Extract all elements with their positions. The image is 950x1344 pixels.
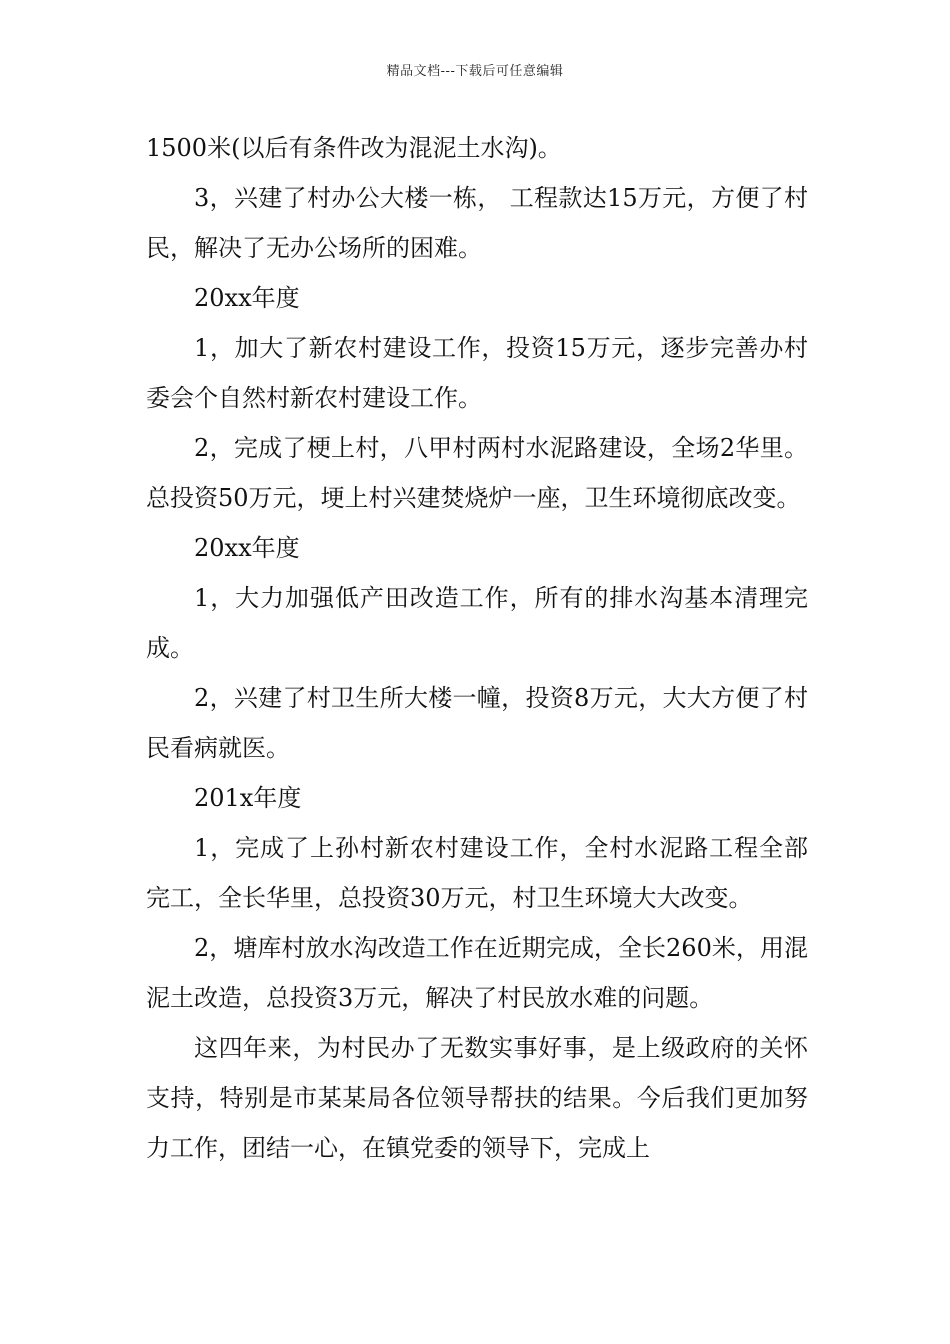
- paragraph: 1500米(以后有条件改为混泥土水沟)。: [146, 134, 562, 162]
- paragraph: 1，加大了新农村建设工作，投资15万元，逐步完善办村委会个自然村新农村建设工作。: [146, 334, 808, 412]
- paragraph: 2，完成了梗上村，八甲村两村水泥路建设，全场2华里。总投资50万元，埂上村兴建焚烧炉一座，卫生环境彻底改变。: [146, 434, 808, 512]
- paragraph: 1，大力加强低产田改造工作，所有的排水沟基本清理完成。: [146, 584, 808, 662]
- paragraph: 1，完成了上孙村新农村建设工作，全村水泥路工程全部完工，全长华里，总投资30万元，村卫生环境大大改变。: [146, 834, 808, 912]
- page-header: 精品文档---下载后可任意编辑: [386, 64, 564, 79]
- year-heading: 201x年度: [194, 784, 302, 812]
- document-body: [146, 123, 808, 1173]
- year-heading: 20xx年度: [194, 534, 300, 562]
- paragraph: 3，兴建了村办公大楼一栋， 工程款达15万元，方便了村民，解决了无办公场所的困难。: [146, 184, 808, 262]
- year-heading: 20xx年度: [194, 284, 300, 312]
- paragraph: 2，兴建了村卫生所大楼一幢，投资8万元，大大方便了村民看病就医。: [146, 684, 808, 762]
- paragraph: 2，塘库村放水沟改造工作在近期完成，全长260米，用混泥土改造，总投资3万元，解决了村民放水难的问题。: [146, 934, 808, 1012]
- paragraph: 这四年来，为村民办了无数实事好事，是上级政府的关怀支持，特别是市某某局各位领导帮扶的结果。今后我们更加努力工作，团结一心，在镇党委的领导下，完成上: [146, 1034, 808, 1162]
